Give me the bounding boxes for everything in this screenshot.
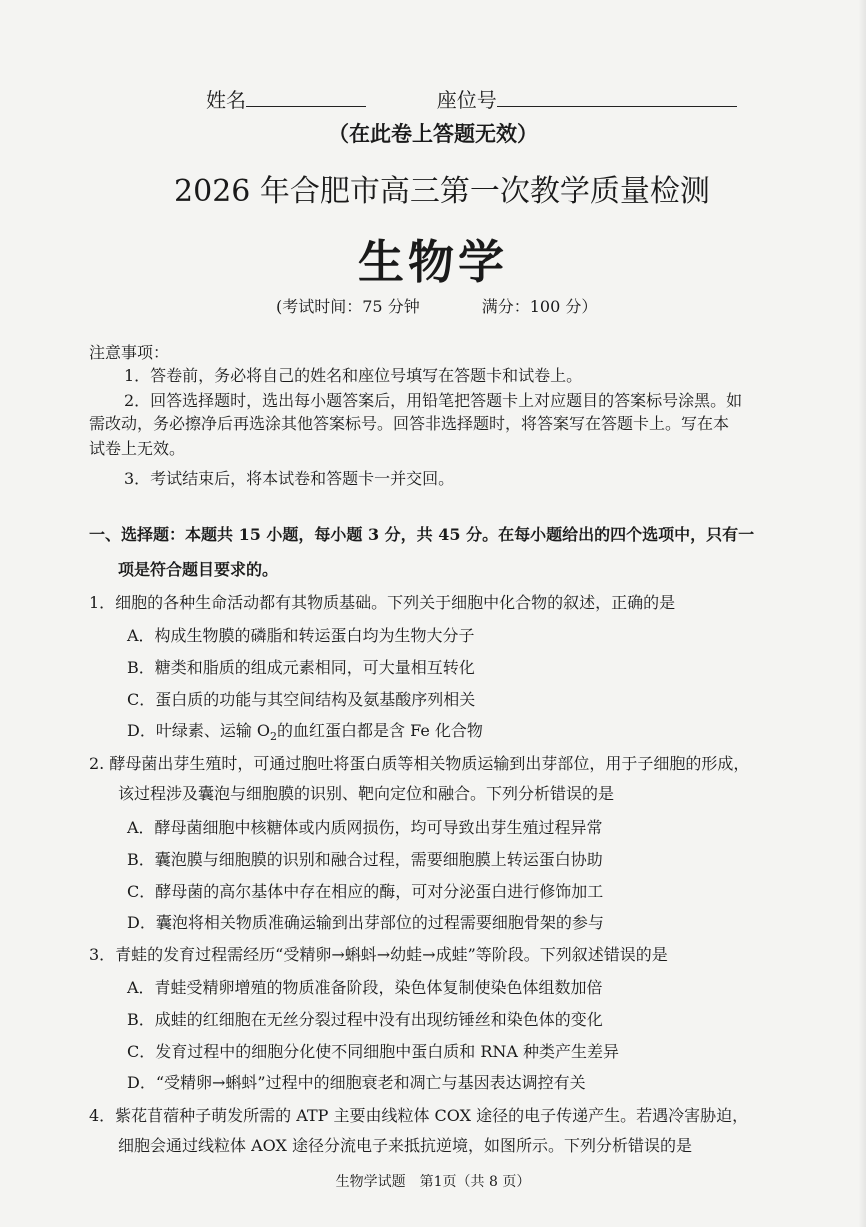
exam-title: 2026 年合肥市高三第一次教学质量检测 — [174, 174, 710, 209]
full-score: 满分：100 分） — [481, 297, 598, 316]
section-heading-line-2: 项是符合题目要求的。 — [118, 560, 279, 579]
notice-item-2-line-1: 2．回答选择题时，选出每小题答案后，用铅笔把答题卡上对应题目的答案标号涂黑。如 — [124, 391, 743, 410]
q1-option-d-pre: D．叶绿素、运输 O — [127, 721, 271, 740]
header-fields — [206, 84, 737, 113]
q4-stem-line-2: 细胞会通过线粒体 AOX 途径分流电子来抵抗逆境，如图所示。下列分析错误的是 — [118, 1136, 692, 1155]
q1-option-c: C．蛋白质的功能与其空间结构及氨基酸序列相关 — [127, 690, 476, 709]
q2-option-c: C．酵母菌的高尔基体中存在相应的酶，可对分泌蛋白进行修饰加工 — [127, 882, 604, 901]
q2-stem-line-1: 2. 酵母菌出芽生殖时，可通过胞吐将蛋白质等相关物质运输到出芽部位，用于子细胞的形成， — [89, 754, 750, 773]
name-blank — [246, 88, 366, 107]
q3-stem: 3．青蛙的发育过程需经历“受精卵→蝌蚪→幼蛙→成蛙”等阶段。下列叙述错误的是 — [89, 945, 668, 964]
section-heading-line-1: 一、选择题：本题共 15 小题，每小题 3 分，共 45 分。在每小题给出的四个选项中，只有一 — [89, 525, 755, 544]
q3-option-a: A．青蛙受精卵增殖的物质准备阶段，染色体复制使染色体组数加倍 — [127, 978, 603, 997]
q1-option-a: A．构成生物膜的磷脂和转运蛋白均为生物大分子 — [127, 626, 475, 645]
name-label: 姓名 — [206, 88, 246, 112]
q3-option-c: C．发育过程中的细胞分化使不同细胞中蛋白质和 RNA 种类产生差异 — [127, 1042, 620, 1061]
q2-option-d: D．囊泡将相关物质准确运输到出芽部位的过程需要细胞骨架的参与 — [127, 913, 604, 932]
q1-option-d — [127, 718, 483, 743]
scan-edge-shadow — [858, 0, 866, 1227]
no-answer-warning: （在此卷上答题无效） — [328, 121, 538, 146]
notice-item-2-line-2: 需改动，务必擦净后再选涂其他答案标号。回答非选择题时，将答案写在答题卡上。写在本 — [89, 414, 730, 433]
q2-option-a: A．酵母菌细胞中核糖体或内质网损伤，均可导致出芽生殖过程异常 — [127, 818, 603, 837]
subject-title: 生物学 — [358, 235, 508, 289]
q1-stem: 1．细胞的各种生命活动都有其物质基础。下列关于细胞中化合物的叙述，正确的是 — [89, 593, 676, 612]
q4-stem-line-1: 4．紫花苜蓿种子萌发所需的 ATP 主要由线粒体 COX 途径的电子传递产生。若遇冷害胁迫， — [89, 1106, 749, 1125]
seat-blank — [497, 88, 737, 107]
exam-info — [276, 294, 597, 317]
notice-item-2-line-3: 试卷上无效。 — [89, 439, 186, 458]
seat-label: 座位号 — [436, 88, 497, 112]
notice-title: 注意事项： — [89, 343, 170, 362]
page-footer: 生物学试题 第1页（共 8 页） — [335, 1174, 531, 1190]
q2-stem-line-2: 该过程涉及囊泡与细胞膜的识别、靶向定位和融合。下列分析错误的是 — [118, 784, 615, 803]
exam-time: (考试时间：75 分钟 — [276, 297, 420, 316]
notice-item-1: 1．答卷前，务必将自己的姓名和座位号填写在答题卡和试卷上。 — [124, 366, 583, 385]
q1-option-b: B．糖类和脂质的组成元素相同，可大量相互转化 — [127, 658, 475, 677]
q3-option-b: B．成蛙的红细胞在无丝分裂过程中没有出现纺锤丝和染色体的变化 — [127, 1010, 603, 1029]
notice-item-3: 3．考试结束后，将本试卷和答题卡一并交回。 — [124, 469, 455, 488]
q1-option-d-post: 的血红蛋白都是含 Fe 化合物 — [277, 721, 483, 740]
q1-option-d-sub: 2 — [270, 730, 278, 744]
q3-option-d: D．“受精卵→蝌蚪”过程中的细胞衰老和凋亡与基因表达调控有关 — [127, 1073, 586, 1092]
q2-option-b: B．囊泡膜与细胞膜的识别和融合过程，需要细胞膜上转运蛋白协助 — [127, 850, 603, 869]
